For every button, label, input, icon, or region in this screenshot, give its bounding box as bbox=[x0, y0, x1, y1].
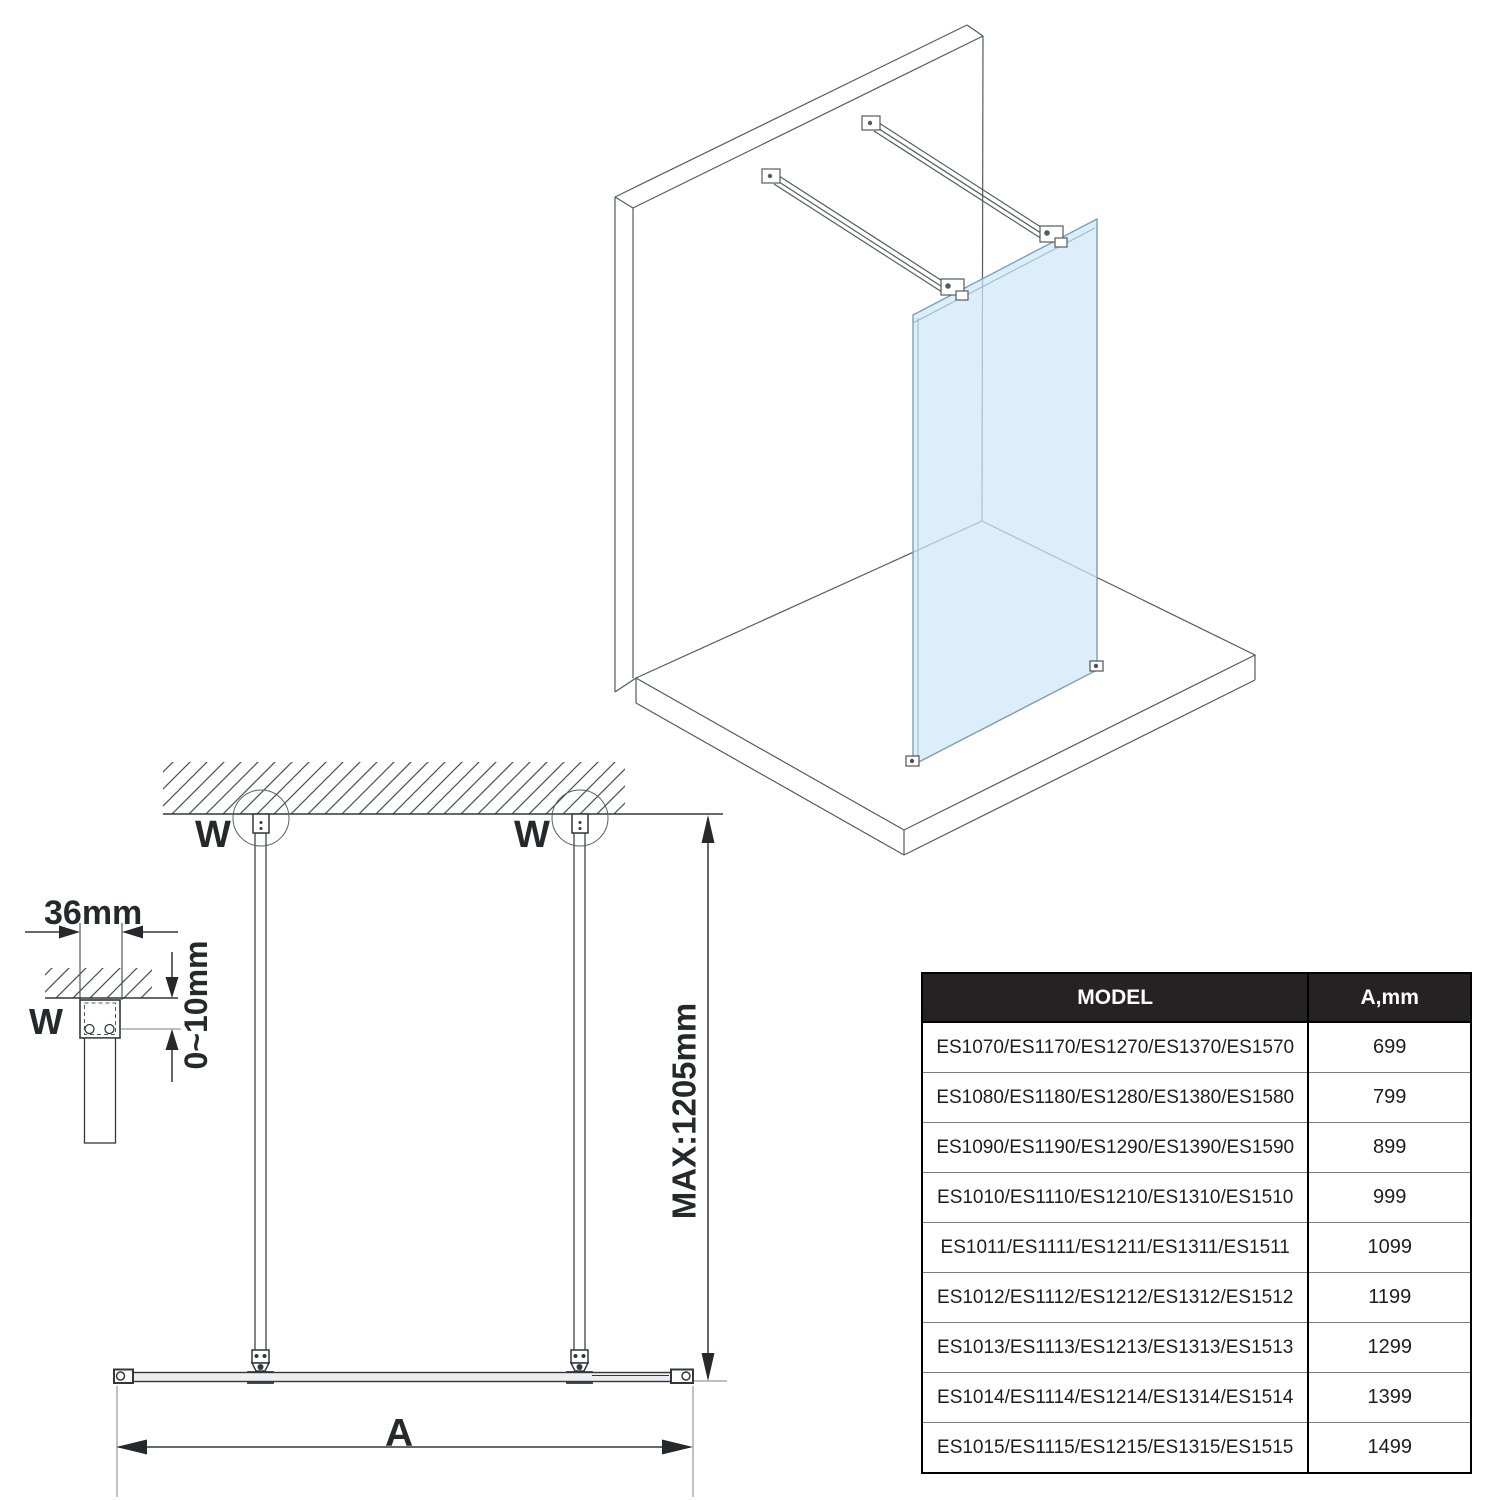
wall-bracket-detail bbox=[80, 1000, 120, 1143]
table-row bbox=[922, 1423, 1471, 1474]
model-spec-table bbox=[921, 972, 1472, 1474]
model-codes-cell: ES1090/ES1190/ES1290/ES1390/ES1590 bbox=[922, 1123, 1308, 1173]
width-value-cell: 1199 bbox=[1308, 1273, 1471, 1323]
model-codes-cell: ES1011/ES1111/ES1211/ES1311/ES1511 bbox=[922, 1223, 1308, 1273]
table-row bbox=[922, 1323, 1471, 1373]
width-value-cell: 999 bbox=[1308, 1173, 1471, 1223]
support-bar-right-plan bbox=[552, 790, 608, 1383]
model-codes-cell: ES1014/ES1114/ES1214/ES1314/ES1514 bbox=[922, 1373, 1308, 1423]
width-column-header: A,mm bbox=[1308, 973, 1471, 1022]
bracket-width-label: 36mm bbox=[44, 894, 143, 932]
width-value-cell: 1399 bbox=[1308, 1373, 1471, 1423]
width-value-cell: 799 bbox=[1308, 1073, 1471, 1123]
width-value-cell: 699 bbox=[1308, 1022, 1471, 1073]
wall-marker-right: W bbox=[514, 814, 550, 856]
wall-marker-left: W bbox=[195, 814, 231, 856]
plan-view bbox=[114, 762, 727, 1497]
model-codes-cell: ES1070/ES1170/ES1270/ES1370/ES1570 bbox=[922, 1022, 1308, 1073]
width-value-cell: 1499 bbox=[1308, 1423, 1471, 1474]
model-codes-cell: ES1015/ES1115/ES1215/ES1315/ES1515 bbox=[922, 1423, 1308, 1474]
table-row bbox=[922, 1173, 1471, 1223]
model-codes-cell: ES1080/ES1180/ES1280/ES1380/ES1580 bbox=[922, 1073, 1308, 1123]
isometric-view bbox=[615, 25, 1255, 855]
table-row bbox=[922, 1223, 1471, 1273]
model-codes-cell: ES1012/ES1112/ES1212/ES1312/ES1512 bbox=[922, 1273, 1308, 1323]
model-codes-cell: ES1013/ES1113/ES1213/ES1313/ES1513 bbox=[922, 1323, 1308, 1373]
max-bar-length-label: MAX:1205mm bbox=[665, 1002, 703, 1220]
width-value-cell: 1299 bbox=[1308, 1323, 1471, 1373]
table-row bbox=[922, 1373, 1471, 1423]
table-row bbox=[922, 1073, 1471, 1123]
support-bar-rear-3d bbox=[862, 116, 1067, 247]
wall-marker-detail: W bbox=[29, 1001, 63, 1042]
width-dimension-label: A bbox=[385, 1412, 414, 1455]
table-row bbox=[922, 1123, 1471, 1173]
glass-panel-plan bbox=[114, 1370, 693, 1384]
glass-panel-3d bbox=[913, 219, 1097, 765]
table-row bbox=[922, 1273, 1471, 1323]
table-header-row bbox=[922, 973, 1471, 1022]
support-bar-front-3d bbox=[762, 169, 968, 300]
table-row bbox=[922, 1022, 1471, 1073]
model-column-header: MODEL bbox=[922, 973, 1308, 1022]
support-bar-left-plan bbox=[233, 790, 289, 1383]
wall-hatch bbox=[163, 762, 625, 814]
width-value-cell: 899 bbox=[1308, 1123, 1471, 1173]
model-codes-cell: ES1010/ES1110/ES1210/ES1310/ES1510 bbox=[922, 1173, 1308, 1223]
gap-range-label: 0~10mm bbox=[178, 940, 214, 1070]
width-value-cell: 1099 bbox=[1308, 1223, 1471, 1273]
